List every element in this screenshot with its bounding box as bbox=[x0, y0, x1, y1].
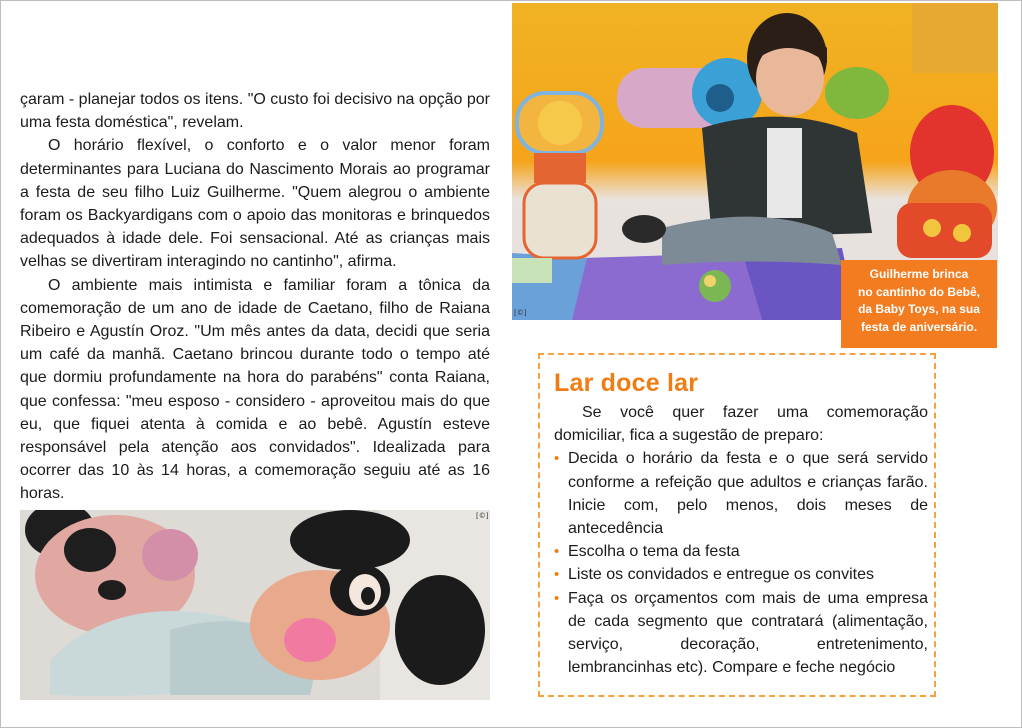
photo-credit-mark: [©] bbox=[476, 512, 489, 520]
tips-list-item-text: Liste os convidados e entregue os convites bbox=[568, 566, 874, 584]
caption-line: Guilherme brinca bbox=[869, 267, 969, 281]
photo-plush-toys bbox=[20, 510, 490, 700]
article-paragraph-3: O ambiente mais intimista e familiar foram a tônica da comemoração de um ano de idade de Caetano, filho de Raiana Ribeiro e Agustín Oroz. "Um mês antes da data, decidi que seria um café da manhã. Caetano brincou durante todo o tempo até que dormiu profundamente na hora do parabéns" conta Raiana, que confessa: "meu esposo - considero - aproveitou mais do que eu, que fiquei atenta à comida e ao bebê. Agustín esteve responsável pela atenção aos convidados". Idealizada para ocorrer das 10 às 14 horas, a comemoração seguiu até as 16 horas. bbox=[20, 276, 490, 503]
caption-line: festa de aniversário. bbox=[860, 319, 978, 334]
bullet-icon: • bbox=[554, 589, 560, 607]
tips-box-intro: Se você quer fazer uma comemoração domiciliar, fica a sugestão de preparo: bbox=[554, 404, 928, 445]
bullet-icon: • bbox=[554, 566, 560, 584]
caption-line: da Baby Toys, na sua bbox=[858, 302, 980, 316]
bullet-icon: • bbox=[554, 543, 560, 561]
tips-list bbox=[554, 447, 928, 679]
article-paragraph-1: çaram - planejar todos os itens. "O custo foi decisivo na opção por uma festa doméstica", revelam. bbox=[20, 91, 490, 132]
tips-list-item-text: Decida o horário da festa e o que será servido conforme a refeição que adultos e crianças farão. Inicie com, pelo menos, dois meses de antecedência bbox=[568, 450, 928, 538]
photo-credit-mark: [©] bbox=[514, 309, 527, 317]
tips-box-body bbox=[554, 401, 928, 679]
tips-list-item bbox=[554, 447, 928, 540]
tips-list-item bbox=[554, 587, 928, 680]
bullet-icon: • bbox=[554, 450, 560, 468]
tips-list-item bbox=[554, 563, 928, 586]
article-text-column bbox=[20, 88, 490, 506]
caption-line: no cantinho do Bebê, bbox=[858, 284, 980, 299]
photo-plush-toys-illustration bbox=[20, 510, 490, 700]
tips-box bbox=[538, 353, 936, 697]
photo-caption bbox=[841, 260, 997, 348]
tips-list-item-text: Escolha o tema da festa bbox=[568, 543, 740, 561]
tips-box-title: Lar doce lar bbox=[554, 369, 699, 397]
article-paragraph-2: O horário flexível, o conforto e o valor menor foram determinantes para Luciana do Nascimento Morais ao programar a festa de seu filho Luiz Guilherme. "Quem alegrou o ambiente foram os Backyardigans com o apoio das monitoras e brinquedos adequados à idade dele. Foi sensacional. Até as crianças mais velhas se divertiram interagindo no cantinho", afirma. bbox=[20, 137, 490, 271]
tips-list-item-text: Faça os orçamentos com mais de uma empresa de cada segmento que contratará (alimentação, serviço, decoração, entretenimento, lembrancinhas etc). Compare e feche negócio bbox=[568, 589, 928, 677]
tips-list-item bbox=[554, 540, 928, 563]
